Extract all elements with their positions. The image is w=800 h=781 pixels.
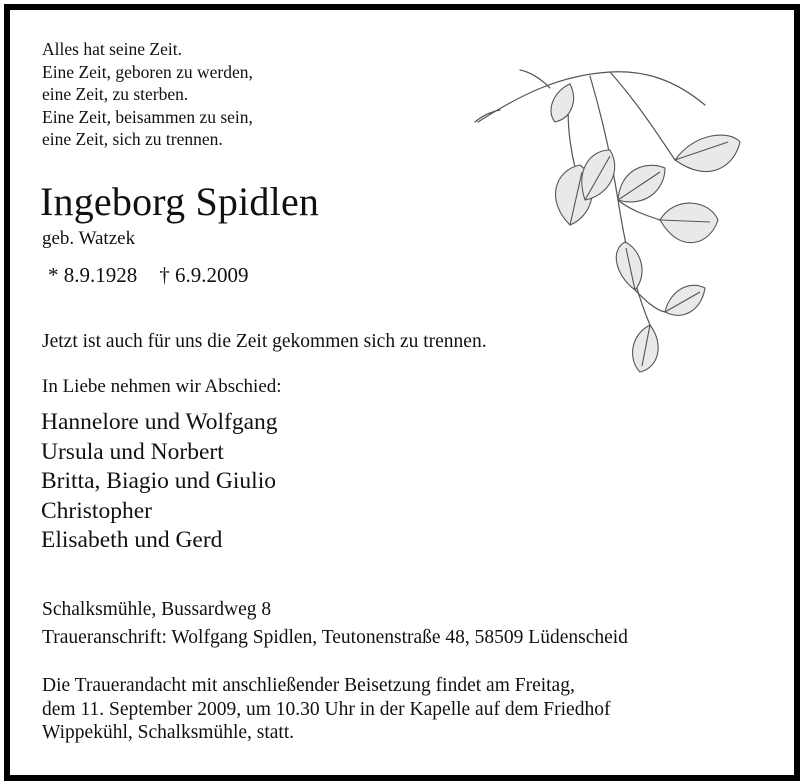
mourner-entry: Christopher	[41, 497, 152, 524]
poem-line: Eine Zeit, geboren zu werden,	[42, 61, 253, 82]
farewell-message: Jetzt ist auch für uns die Zeit gekommen sich zu trennen.	[42, 331, 487, 352]
poem-line: eine Zeit, sich zu trennen.	[42, 129, 223, 149]
poem-line: Eine Zeit, beisammen zu sein,	[42, 106, 253, 127]
poem-line: Alles hat seine Zeit.	[42, 39, 182, 59]
mourning-address: Traueranschrift: Wolfgang Spidlen, Teutonenstraße 48, 58509 Lüdenscheid	[42, 627, 628, 648]
birth-date: * 8.9.1928	[48, 263, 138, 287]
service-notice	[42, 674, 610, 745]
obituary-card	[4, 4, 800, 781]
life-dates	[48, 262, 249, 288]
service-line: Die Trauerandacht mit anschließender Beisetzung findet am Freitag,	[42, 675, 575, 696]
poem-line: eine Zeit, zu sterben.	[42, 84, 189, 104]
poem	[42, 38, 253, 151]
birch-branch-icon	[460, 50, 750, 380]
home-address: Schalksmühle, Bussardweg 8	[42, 599, 272, 620]
deceased-name: Ingeborg Spidlen	[40, 179, 320, 224]
mourners-list	[41, 408, 278, 556]
mourner-entry: Hannelore und Wolfgang	[41, 409, 278, 435]
death-date: † 6.9.2009	[159, 263, 249, 287]
mourner-entry: Britta, Biagio und Giulio	[41, 468, 276, 494]
service-line: dem 11. September 2009, um 10.30 Uhr in der Kapelle auf dem Friedhof	[42, 698, 611, 720]
service-line: Wippekühl, Schalksmühle, statt.	[42, 722, 295, 743]
mourner-entry: Elisabeth und Gerd	[41, 527, 223, 553]
farewell-intro: In Liebe nehmen wir Abschied:	[42, 376, 282, 397]
birth-name: geb. Watzek	[42, 228, 136, 249]
mourner-entry: Ursula und Norbert	[41, 438, 224, 465]
